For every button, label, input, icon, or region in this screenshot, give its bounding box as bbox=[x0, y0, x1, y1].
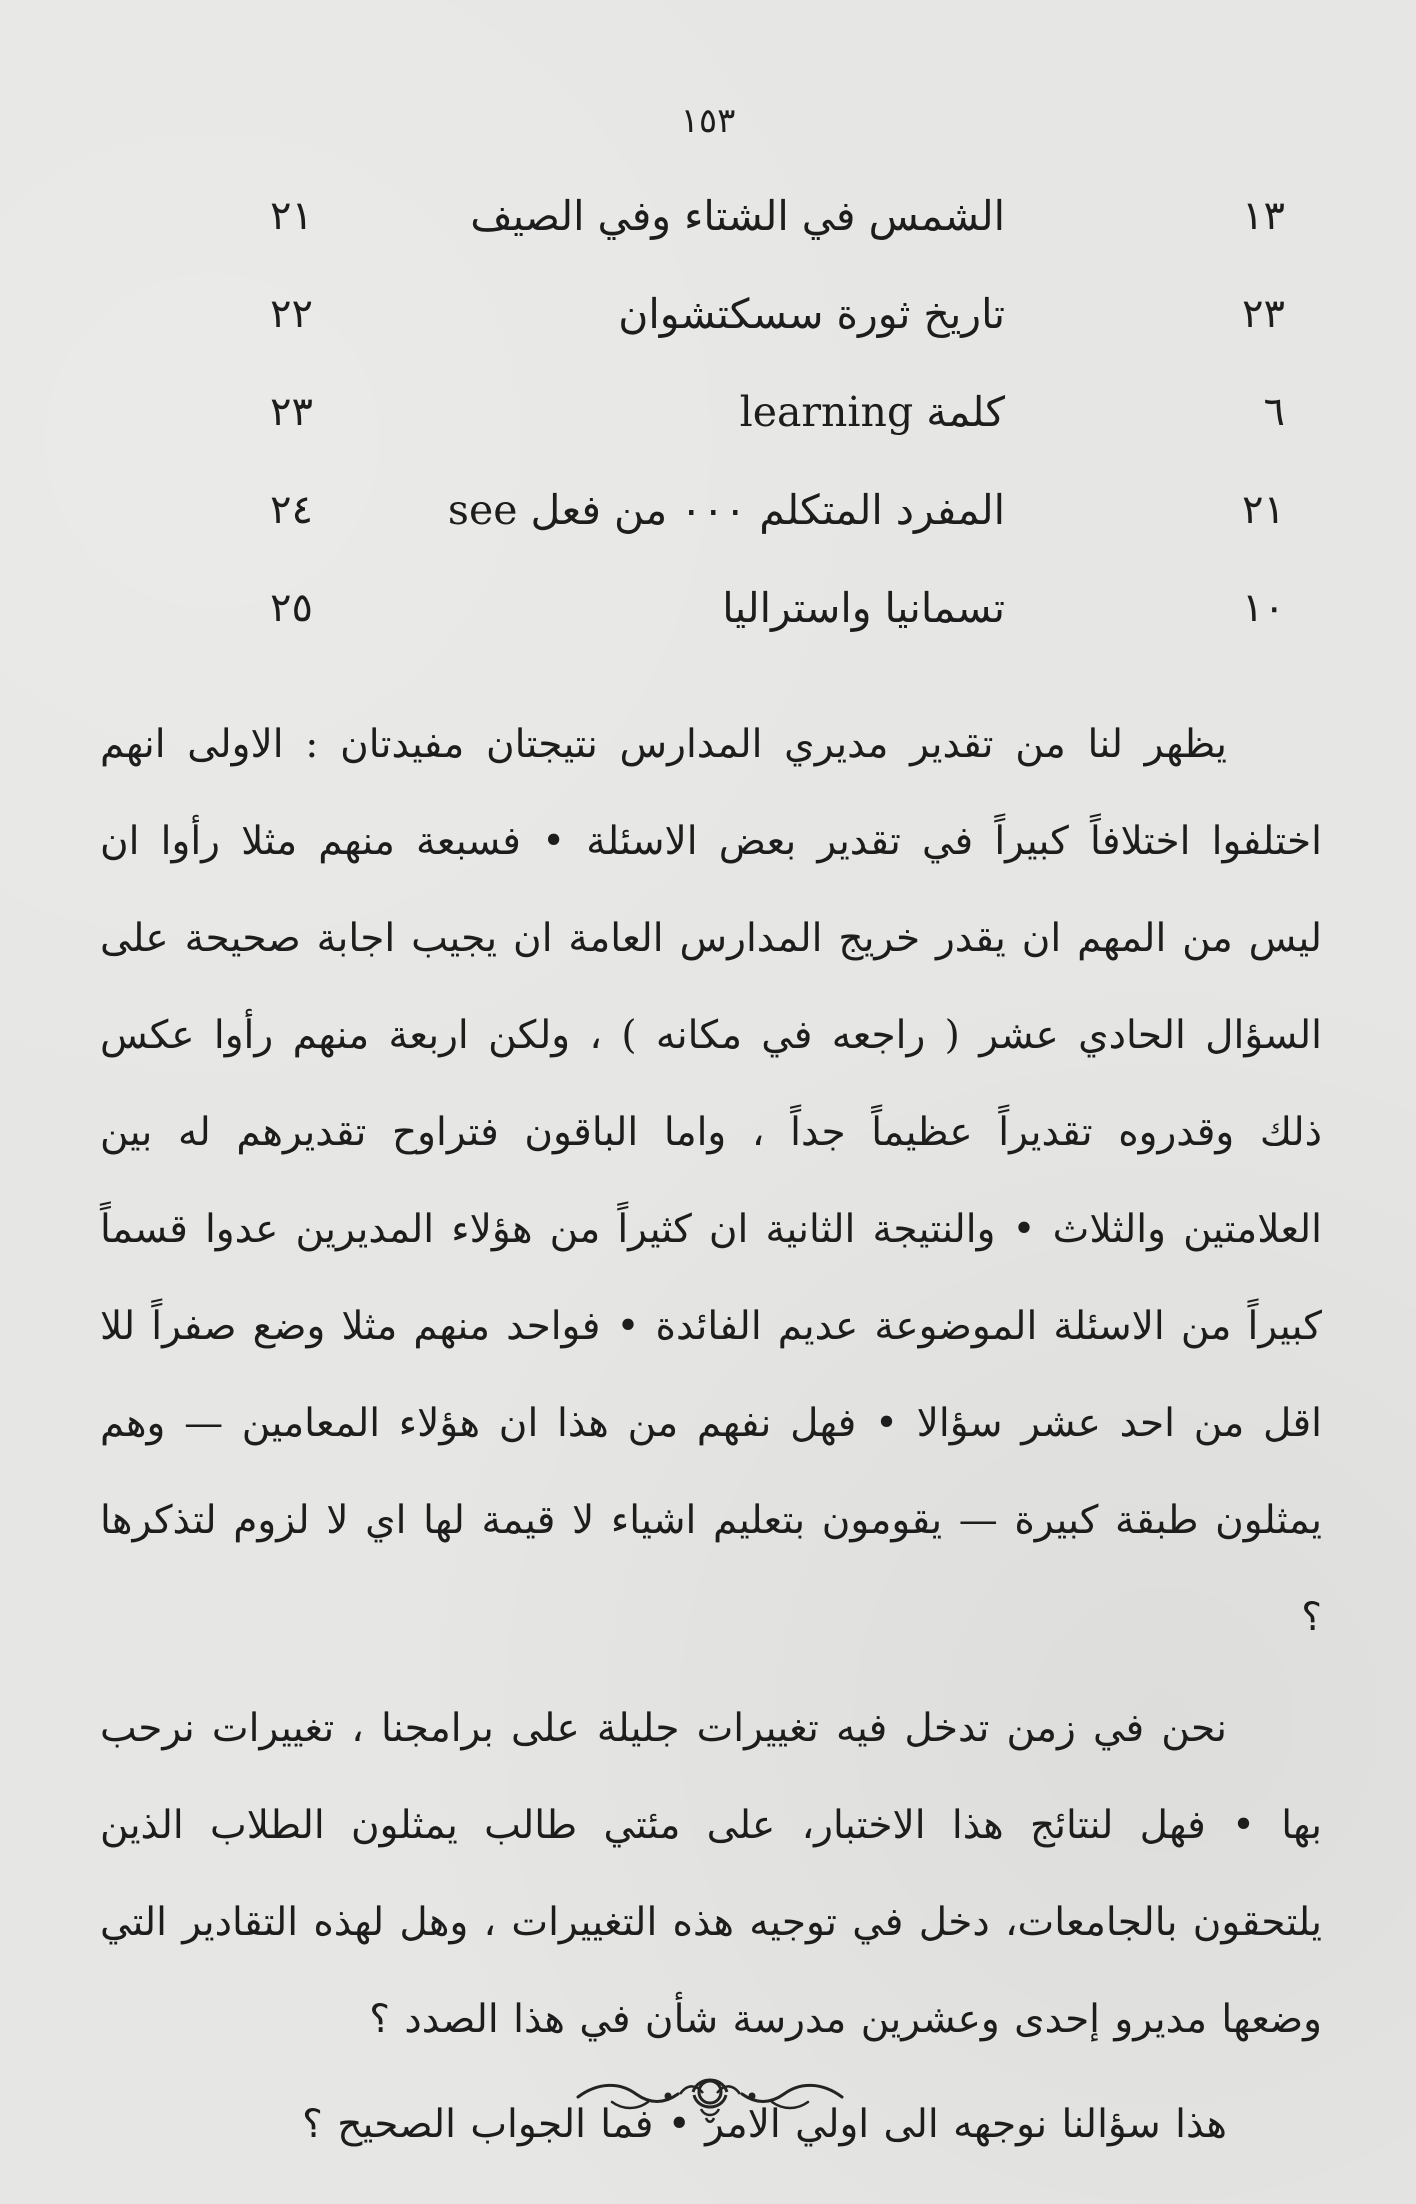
row-title: تاريخ ثورة سسكتشوان bbox=[618, 290, 1005, 338]
table-row bbox=[270, 584, 1285, 686]
row-title: المفرد المتكلم ٠٠٠ من فعل see bbox=[447, 486, 1005, 534]
table-row bbox=[270, 486, 1285, 588]
body-text bbox=[100, 696, 1322, 2173]
reference-table bbox=[270, 192, 1285, 686]
row-number-left: ٢٢ bbox=[270, 291, 313, 337]
paragraph-3: هذا سؤالنا نوجهه الى اولي الامر • فما الجواب الصحيح ؟ bbox=[302, 2102, 1227, 2147]
row-number-right: ٦ bbox=[1263, 389, 1285, 435]
row-number-right: ٢١ bbox=[1242, 487, 1285, 533]
paragraph-1: يظهر لنا من تقدير مديري المدارس نتيجتان مفيدتان : الاولى انهم اختلفوا اختلافاً كبيراً في تقدير بعض الاسئلة • فسبعة منهم مثلا رأوا ان ليس من المهم ان يقدر خريج المدارس العامة ان يجيب اجابة صحيحة على السؤال الحادي عشر ( راجعه في مكانه ) ، ولكن اربعة منهم رأوا عكس ذلك وقدروه تقديراً عظيماً جداً ، واما الباقون فتراوح تقديرهم له بين العلامتين والثلاث • والنتيجة الثانية ان كثيراً من هؤلاء المديرين عدوا قسماً كبيراً من الاسئلة الموضوعة عديم الفائدة • فواحد منهم مثلا وضع صفراً للا اقل من احد عشر سؤالا • فهل نفهم من هذا ان هؤلاء المعامين — وهم يمثلون طبقة كبيرة — يقومون بتعليم اشياء لا قيمة لها اي لا لزوم لتذكرها ؟ bbox=[100, 722, 1322, 1640]
row-number-left: ٢١ bbox=[270, 193, 313, 239]
table-row bbox=[270, 192, 1285, 294]
page-number: ١٥٣ bbox=[680, 101, 736, 141]
row-number-left: ٢٥ bbox=[270, 585, 313, 631]
row-number-right: ١٣ bbox=[1242, 193, 1285, 239]
row-number-left: ٢٣ bbox=[270, 389, 313, 435]
row-title: كلمة learning bbox=[739, 388, 1005, 436]
ornament-icon bbox=[560, 2064, 860, 2134]
table-row bbox=[270, 290, 1285, 392]
row-number-left: ٢٤ bbox=[270, 487, 313, 533]
paragraph-2: نحن في زمن تدخل فيه تغييرات جليلة على برامجنا ، تغييرات نرحب بها • فهل لنتائج هذا الاختبار، على مئتي طالب يمثلون الطلاب الذين يلتحقون بالجامعات، دخل في توجيه هذه التغييرات ، وهل لهذه التقادير التي وضعها مديرو إحدى وعشرين مدرسة شأن في هذا الصدد ؟ bbox=[100, 1706, 1322, 2042]
table-row bbox=[270, 388, 1285, 490]
row-title: تسمانيا واستراليا bbox=[722, 584, 1005, 632]
row-title: الشمس في الشتاء وفي الصيف bbox=[470, 192, 1005, 240]
row-number-right: ١٠ bbox=[1242, 585, 1285, 631]
row-number-right: ٢٣ bbox=[1242, 291, 1285, 337]
